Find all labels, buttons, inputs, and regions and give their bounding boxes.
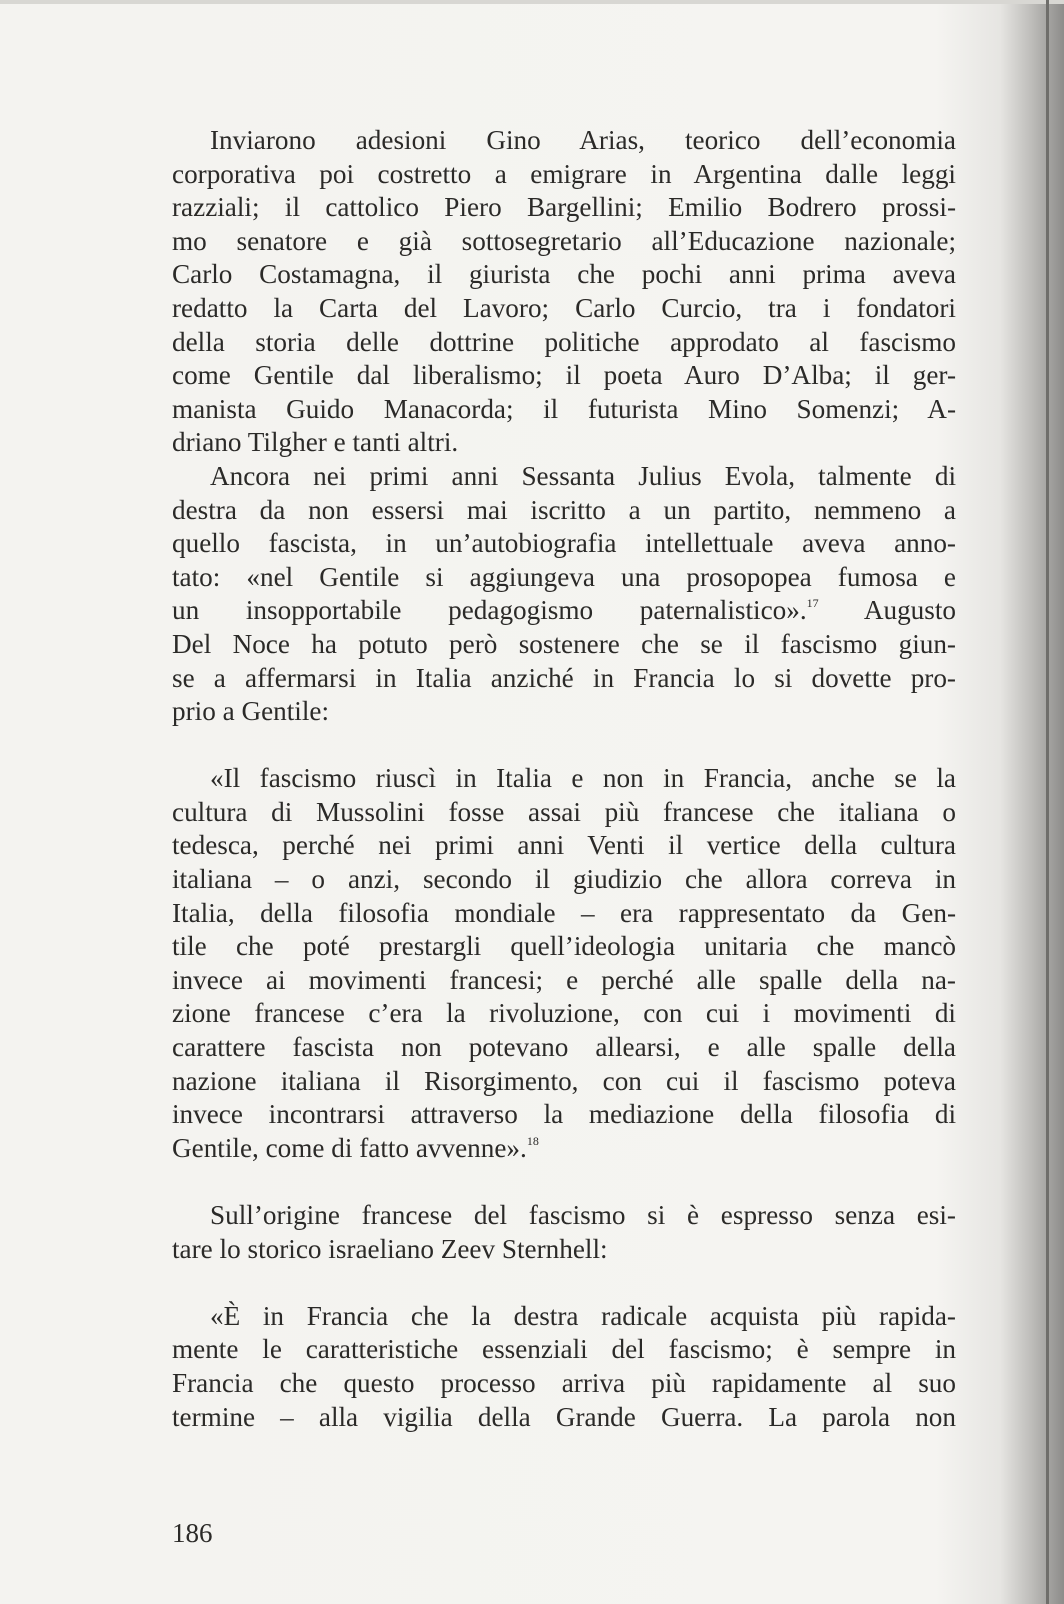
- text-fragment: Augusto: [818, 595, 956, 626]
- text-line: Sull’origine francese del fascismo si è espresso senza esi-: [210, 1200, 956, 1230]
- text-line: Inviarono adesioni Gino Arias, teorico dell’economia: [210, 125, 956, 155]
- text-line: tile che poté prestargli quell’ideologia unitaria che mancò: [172, 931, 956, 962]
- text-line: tare lo storico israeliano Zeev Sternhell:: [172, 1233, 608, 1264]
- text-line: Del Noce ha potuto però sostenere che se il fascismo giun-: [172, 628, 956, 659]
- text-line-with-note: [172, 594, 956, 628]
- page-body: [172, 124, 956, 1434]
- text-line: Carlo Costamagna, il giurista che pochi anni prima aveva: [172, 259, 956, 290]
- book-spine-shadow: [1046, 0, 1049, 1604]
- page-top-edge: [0, 0, 1064, 4]
- paragraph-adhesions: [172, 124, 956, 460]
- paragraph-gap: [172, 1165, 956, 1199]
- text-line: «Il fascismo riuscì in Italia e non in Francia, anche se la: [210, 763, 956, 794]
- text-line: prio a Gentile:: [172, 696, 330, 727]
- paragraph-evola: [172, 460, 956, 729]
- text-line: italiana – o anzi, secondo il giudizio che allora correva in: [172, 864, 956, 895]
- text-line-with-note: [172, 1132, 956, 1166]
- footnote-ref-17: 17: [806, 596, 819, 611]
- text-line: razziali; il cattolico Piero Bargellini; Emilio Bodrero prossi-: [172, 192, 956, 223]
- text-line: «È in Francia che la destra radicale acquista più rapida-: [210, 1300, 956, 1331]
- text-line: se a affermarsi in Italia anziché in Francia lo si dovette pro-: [172, 662, 956, 693]
- text-line: cultura di Mussolini fosse assai più francese che italiana o: [172, 796, 956, 827]
- text-line: zione francese c’era la rivoluzione, con cui i movimenti di: [172, 998, 956, 1029]
- text-line: manista Guido Manacorda; il futurista Mino Somenzi; A-: [172, 393, 956, 424]
- text-line: della storia delle dottrine politiche approdato al fascismo: [172, 326, 956, 357]
- text-line: tedesca, perché nei primi anni Venti il vertice della cultura: [172, 830, 956, 861]
- text-line: driano Tilgher e tanti altri.: [172, 427, 459, 458]
- text-line: come Gentile dal liberalismo; il poeta Auro D’Alba; il ger-: [172, 360, 956, 391]
- page-number: 186: [172, 1518, 213, 1548]
- footnote-ref-18: 18: [526, 1133, 539, 1148]
- paragraph-gap: [172, 729, 956, 763]
- text-line: termine – alla vigilia della Grande Guerra. La parola non: [172, 1401, 956, 1432]
- text-line: Francia che questo processo arriva più rapidamente al suo: [172, 1367, 956, 1398]
- text-line: mente le caratteristiche essenziali del fascismo; è sempre in: [172, 1334, 956, 1365]
- text-line: mo senatore e già sottosegretario all’Educazione nazionale;: [172, 225, 956, 256]
- paragraph-sternhell: [172, 1199, 956, 1266]
- text-line: Ancora nei primi anni Sessanta Julius Evola, talmente di: [210, 460, 956, 491]
- text-line: corporativa poi costretto a emigrare in Argentina dalle leggi: [172, 158, 956, 189]
- text-line: invece incontrarsi attraverso la mediazione della filosofia di: [172, 1099, 956, 1130]
- quote-del-noce: [172, 762, 956, 1165]
- text-fragment: un insopportabile pedagogismo paternalistico».: [172, 595, 807, 626]
- text-line: nazione italiana il Risorgimento, con cui il fascismo poteva: [172, 1065, 956, 1096]
- text-fragment: Gentile, come di fatto avvenne».: [172, 1132, 527, 1163]
- text-line: destra da non essersi mai iscritto a un partito, nemmeno a: [172, 494, 956, 525]
- text-line: redatto la Carta del Lavoro; Carlo Curcio, tra i fondatori: [172, 292, 956, 323]
- text-line: invece ai movimenti francesi; e perché alle spalle della na-: [172, 964, 956, 995]
- text-line: Italia, della filosofia mondiale – era rappresentato da Gen-: [172, 897, 956, 928]
- text-line: quello fascista, in un’autobiografia intellettuale aveva anno-: [172, 528, 956, 559]
- quote-sternhell: [172, 1300, 956, 1434]
- text-line: carattere fascista non potevano allearsi, e alle spalle della: [172, 1032, 956, 1063]
- text-line: tato: «nel Gentile si aggiungeva una prosopopea fumosa e: [172, 561, 956, 592]
- paragraph-gap: [172, 1266, 956, 1300]
